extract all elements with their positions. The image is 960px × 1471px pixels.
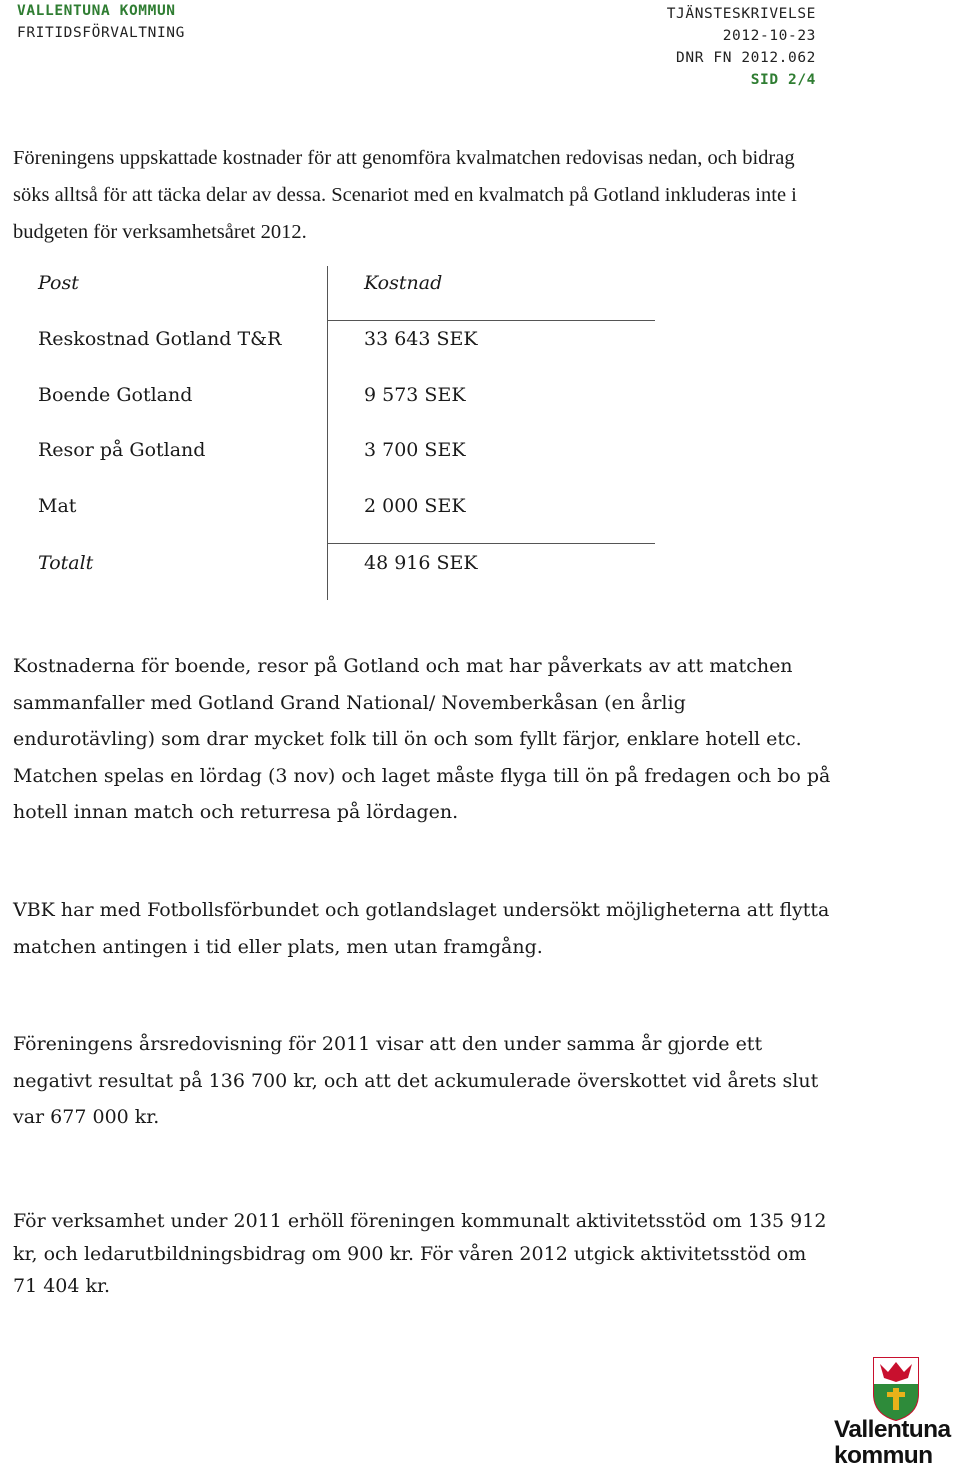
- table-row-cost: 2 000 SEK: [364, 495, 466, 517]
- table-divider-header: [327, 320, 655, 321]
- table-row-post: Boende Gotland: [38, 384, 193, 406]
- table-divider-total: [327, 543, 655, 544]
- total-label: Totalt: [38, 552, 94, 574]
- intro-paragraph: Föreningens uppskattade kostnader för att genomföra kvalmatchen redovisas nedan, och bidrag söks alltså för att täcka delar av dessa. Scenariot med en kvalmatch på Gotland inkluderas inte i budgeten för verksamhetsåret 2012.: [13, 147, 797, 243]
- table-row-post: Mat: [38, 495, 77, 517]
- table-row-post: Reskostnad Gotland T&R: [38, 328, 282, 350]
- document-date: 2012-10-23: [722, 28, 816, 44]
- department-name: FRITIDSFÖRVALTNING: [17, 25, 185, 41]
- document-type: TJÄNSTESKRIVELSE: [666, 6, 816, 22]
- column-header-cost: Kostnad: [364, 272, 443, 294]
- table-divider-vertical: [327, 266, 328, 600]
- paragraph-annual-report: Föreningens årsredovisning för 2011 visar att den under samma år gjorde ett negativt resultat på 136 700 kr, och att det ackumulerade överskottet vid årets slut var 677 000 kr.: [13, 1033, 819, 1128]
- org-name: VALLENTUNA KOMMUN: [17, 3, 176, 19]
- paragraph-costs-explanation: Kostnaderna för boende, resor på Gotland och mat har påverkats av att matchen sammanfaller med Gotland Grand National/ Novemberkåsan (en årlig endurotävling) som drar mycket folk till ön och som fyllt färjor, enklare hotell etc. Matchen spelas en lördag (3 nov) och laget måste flyga till ön på fredagen och bo på hotell innan match och returresa på lördagen.: [13, 655, 831, 823]
- paragraph-move-attempt: VBK har med Fotbollsförbundet och gotlandslaget undersökt möjligheterna att flytta matchen antingen i tid eller plats, men utan framgång.: [13, 899, 830, 958]
- logo-text-line1: Vallentuna: [834, 1416, 951, 1443]
- table-row-post: Resor på Gotland: [38, 439, 206, 461]
- table-row-cost: 3 700 SEK: [364, 439, 466, 461]
- document-number: DNR FN 2012.062: [676, 50, 816, 66]
- table-row-cost: 9 573 SEK: [364, 384, 466, 406]
- page-number: SID 2/4: [750, 72, 816, 88]
- column-header-post: Post: [38, 272, 79, 294]
- total-value: 48 916 SEK: [364, 552, 478, 574]
- logo-text-line2: kommun: [834, 1442, 933, 1469]
- table-row-cost: 33 643 SEK: [364, 328, 478, 350]
- paragraph-activity-support: För verksamhet under 2011 erhöll föreningen kommunalt aktivitetsstöd om 135 912 kr, och ledarutbildningsbidrag om 900 kr. För våren 2012 utgick aktivitetsstöd om 71 404 kr.: [13, 1210, 827, 1297]
- document-meta: [667, 3, 816, 91]
